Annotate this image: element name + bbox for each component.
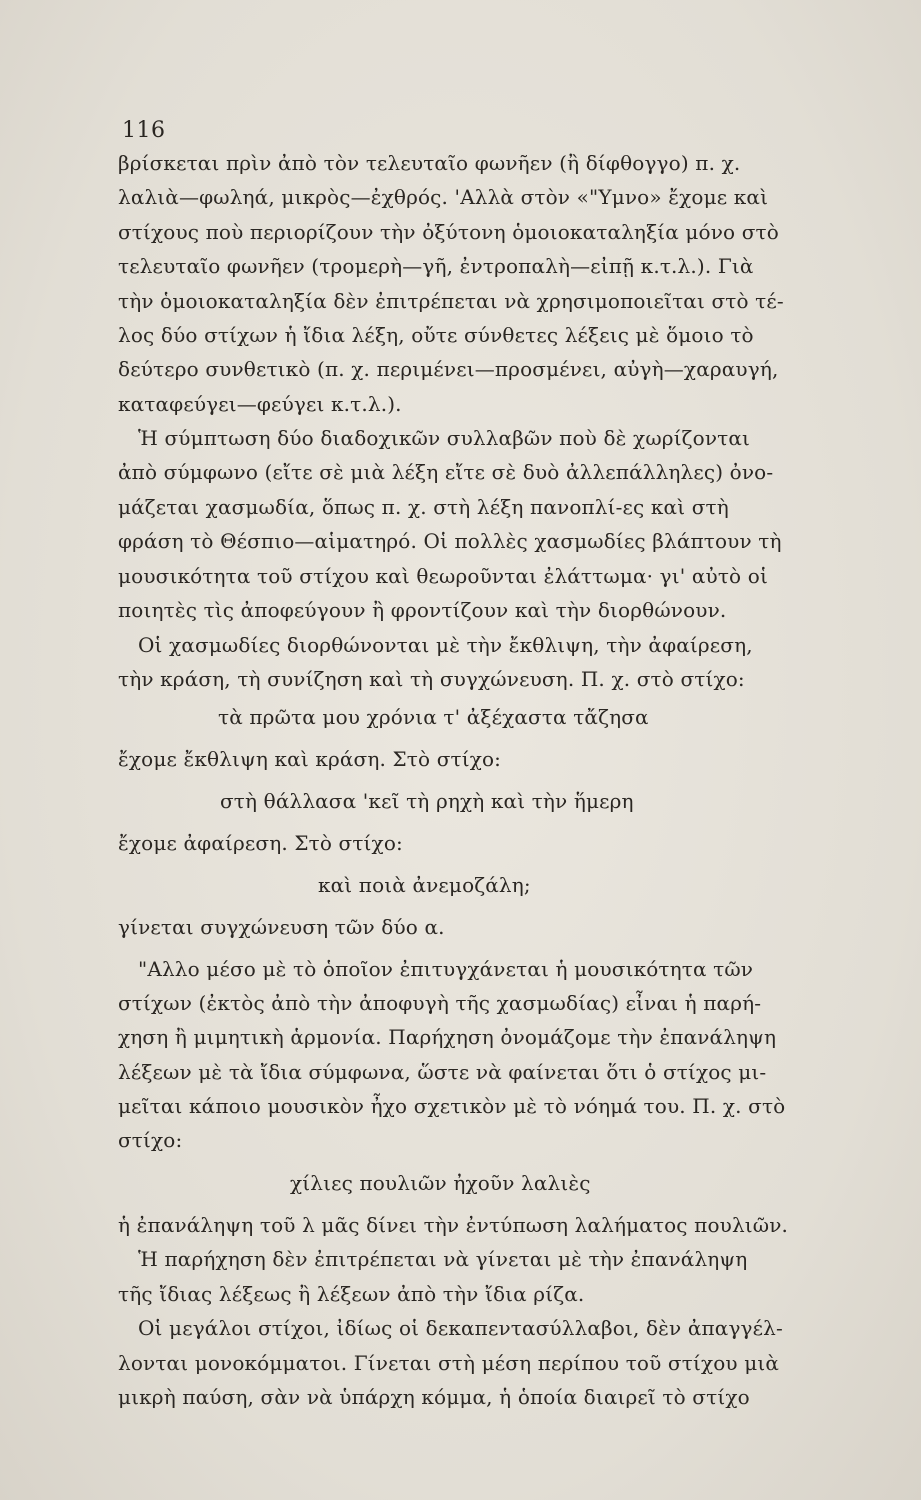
verse-line: καὶ ποιὰ ἀνεμοζάλη; (318, 873, 531, 897)
text-line: Οἱ χασμωδίες διορθώνονται μὲ τὴν ἔκθλιψη, τὴν ἀφαίρεση, (138, 633, 753, 657)
text-line: στίχων (ἐκτὸς ἀπὸ τὴν ἀποφυγὴ τῆς χασμωδίας) εἶναι ἡ παρή- (118, 991, 762, 1015)
text-line: "Αλλο μέσο μὲ τὸ ὁποῖον ἐπιτυγχάνεται ἡ μουσικότητα τῶν (138, 957, 754, 981)
text-line: στίχους ποὺ περιορίζουν τὴν ὀξύτονη ὁμοιοκαταληξία μόνο στὸ (118, 220, 779, 244)
text-line: τελευταῖο φωνῆεν (τρομερὴ—γῆ, ἐντροπαλὴ—εἰπῇ κ.τ.λ.). Γιὰ (118, 254, 754, 278)
text-line: γίνεται συγχώνευση τῶν δύο α. (118, 915, 445, 939)
text-line: βρίσκεται πρὶν ἀπὸ τὸν τελευταῖο φωνῆεν (ἢ δίφθογγο) π. χ. (118, 151, 741, 175)
text-line: τὴν ὁμοιοκαταληξία δὲν ἐπιτρέπεται νὰ χρησιμοποιεῖται στὸ τέ- (118, 289, 784, 313)
text-line: μουσικότητα τοῦ στίχου καὶ θεωροῦνται ἐλάττωμα· γι' αὐτὸ οἱ (118, 564, 768, 588)
verse-line: στὴ θάλλασα 'κεῖ τὴ ρηχὴ καὶ τὴν ἥμερη (220, 789, 634, 813)
text-line: Ἡ σύμπτωση δύο διαδοχικῶν συλλαβῶν ποὺ δὲ χωρίζονται (138, 426, 751, 450)
text-line: στίχο: (118, 1128, 183, 1152)
text-line: φράση τὸ Θέσπιο—αἱματηρό. Οἱ πολλὲς χασμωδίες βλάπτουν τὴ (118, 529, 782, 553)
text-line: μεῖται κάποιο μουσικὸν ἦχο σχετικὸν μὲ τὸ νόημά του. Π. χ. στὸ (118, 1094, 786, 1118)
text-line: τὴν κράση, τὴ συνίζηση καὶ τὴ συγχώνευση. Π. χ. στὸ στίχο: (118, 667, 745, 691)
text-line: λέξεων μὲ τὰ ἴδια σύμφωνα, ὥστε νὰ φαίνεται ὅτι ὁ στίχος μι- (118, 1060, 767, 1084)
text-line: τῆς ἴδιας λέξεως ἢ λέξεων ἀπὸ τὴν ἴδια ρίζα. (118, 1282, 585, 1306)
text-line: μάζεται χασμωδία, ὅπως π. χ. στὴ λέξη πανοπλί-ες καὶ στὴ (118, 495, 729, 519)
text-line: λονται μονοκόμματοι. Γίνεται στὴ μέση περίπου τοῦ στίχου μιὰ (118, 1351, 780, 1375)
text-line: Οἱ μεγάλοι στίχοι, ἰδίως οἱ δεκαπεντασύλλαβοι, δὲν ἀπαγγέλ- (138, 1316, 783, 1340)
text-line: χηση ἢ μιμητικὴ ἁρμονία. Παρήχηση ὀνομάζομε τὴν ἐπανάληψη (118, 1025, 777, 1049)
verse-line: τὰ πρῶτα μου χρόνια τ' ἀξέχαστα τἄζησα (218, 705, 649, 729)
text-line: λαλιὰ—φωληά, μικρὸς—ἐχθρός. 'Αλλὰ στὸν «"Υμνο» ἔχομε καὶ (118, 185, 769, 209)
text-line: ἡ ἐπανάληψη τοῦ λ μᾶς δίνει τὴν ἐντύπωση λαλήματος πουλιῶν. (118, 1213, 789, 1237)
text-line: ποιητὲς τὶς ἀποφεύγουν ἢ φροντίζουν καὶ τὴν διορθώνουν. (118, 598, 727, 622)
text-line: μικρὴ παύση, σὰν νὰ ὑπάρχη κόμμα, ἡ ὁποία διαιρεῖ τὸ στίχο (118, 1385, 750, 1409)
verse-line: χίλιες πουλιῶν ἠχοῦν λαλιὲς (290, 1171, 591, 1195)
text-line: λος δύο στίχων ἡ ἴδια λέξη, οὔτε σύνθετες λέξεις μὲ ὅμοιο τὸ (118, 323, 754, 347)
text-line: καταφεύγει—φεύγει κ.τ.λ.). (118, 392, 402, 416)
text-line: δεύτερο συνθετικὸ (π. χ. περιμένει—προσμένει, αὐγὴ—χαραυγή, (118, 357, 779, 381)
text-line: ἀπὸ σύμφωνο (εἴτε σὲ μιὰ λέξη εἴτε σὲ δυὸ ἀλλεπάλληλες) ὀνο- (118, 460, 774, 484)
page-number: 116 (122, 118, 166, 143)
text-line: ἔχομε ἀφαίρεση. Στὸ στίχο: (118, 831, 403, 855)
text-line: Ἡ παρήχηση δὲν ἐπιτρέπεται νὰ γίνεται μὲ τὴν ἐπανάληψη (138, 1247, 748, 1271)
text-line: ἔχομε ἔκθλιψη καὶ κράση. Στὸ στίχο: (118, 747, 502, 771)
